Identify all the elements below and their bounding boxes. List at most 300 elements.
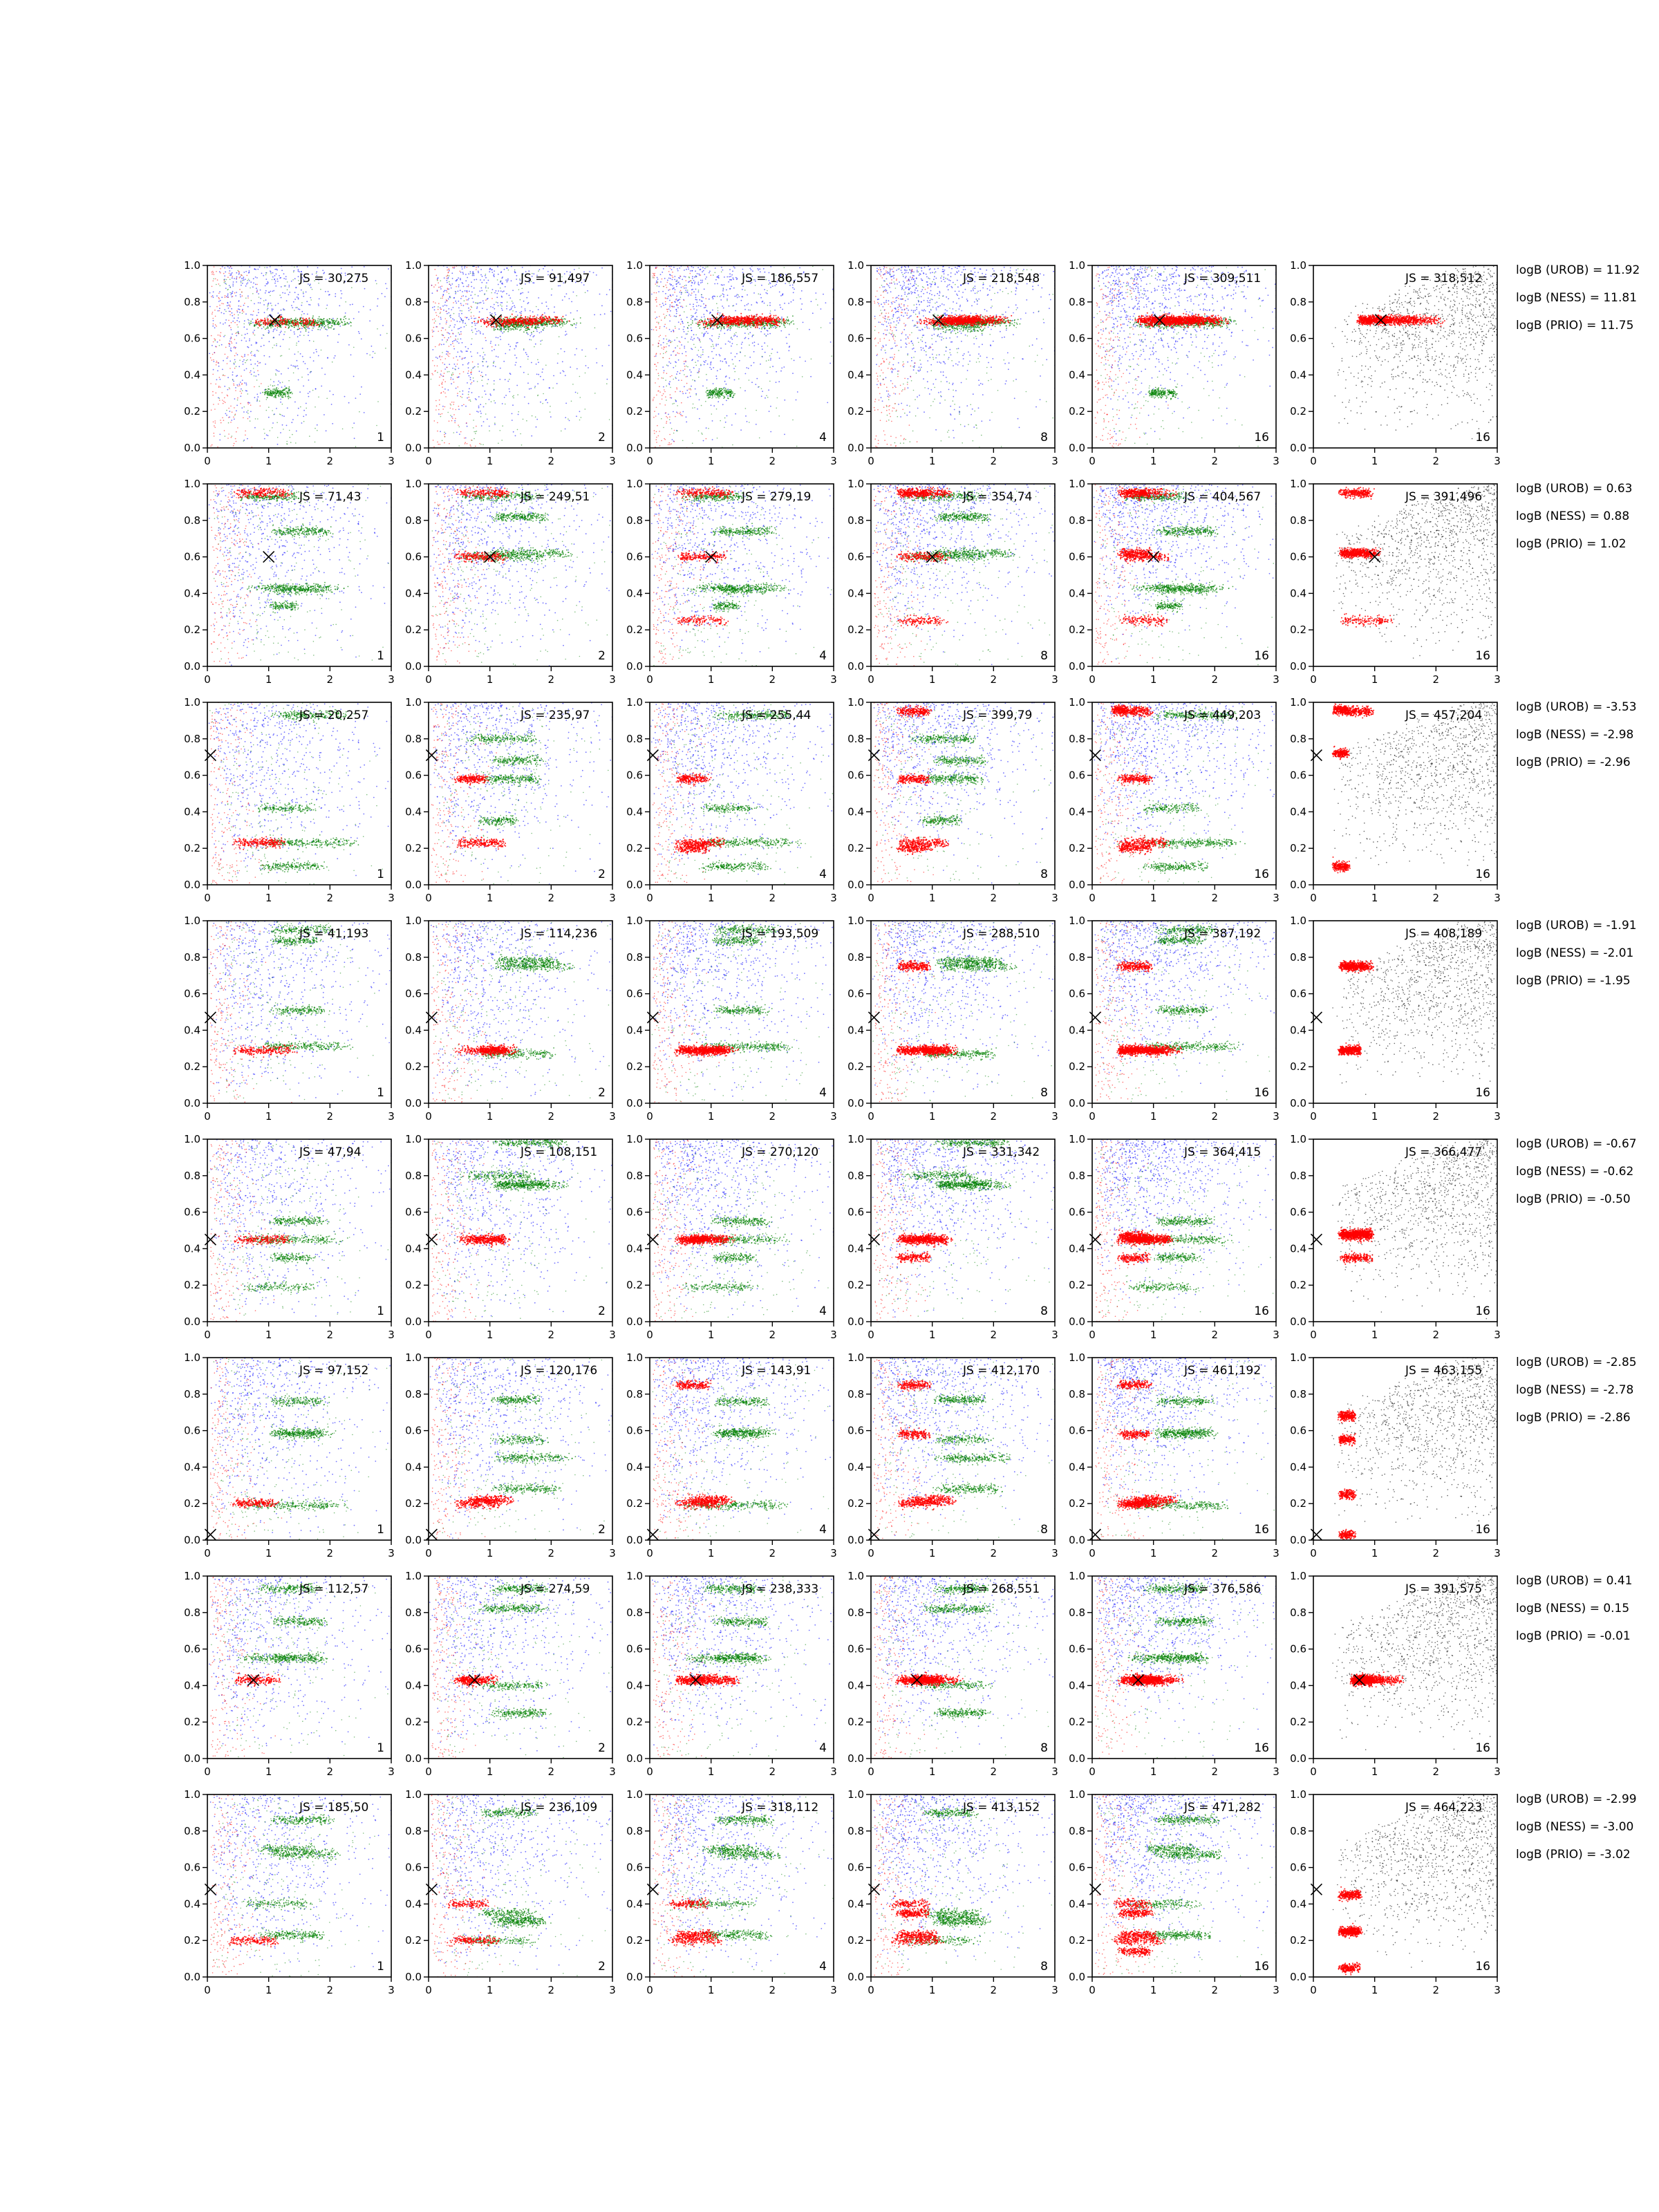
blue-point bbox=[478, 330, 480, 332]
green-point bbox=[523, 348, 525, 350]
blue-point bbox=[676, 286, 677, 288]
blue-point bbox=[713, 405, 715, 406]
blue-point bbox=[377, 306, 378, 307]
blue-point bbox=[671, 355, 672, 356]
blue-point bbox=[250, 359, 252, 361]
green-point bbox=[501, 440, 503, 441]
blue-point bbox=[236, 292, 237, 293]
green-point bbox=[517, 429, 518, 431]
blue-point bbox=[735, 356, 736, 357]
red-point bbox=[536, 322, 538, 324]
green-point bbox=[306, 330, 307, 332]
blue-point bbox=[479, 311, 480, 312]
blue-point bbox=[303, 296, 304, 297]
green-point bbox=[276, 390, 278, 391]
blue-point bbox=[527, 334, 529, 335]
blue-point bbox=[731, 274, 733, 276]
blue-point bbox=[448, 312, 449, 314]
blue-point bbox=[449, 325, 451, 326]
blue-point bbox=[505, 353, 506, 355]
blue-point bbox=[511, 266, 512, 268]
blue-point bbox=[516, 357, 517, 359]
green-point bbox=[449, 275, 450, 276]
blue-point bbox=[382, 325, 384, 326]
red-point bbox=[247, 355, 249, 356]
blue-point bbox=[225, 288, 227, 289]
blue-point bbox=[600, 314, 601, 315]
blue-point bbox=[321, 368, 323, 369]
red-point bbox=[434, 365, 435, 366]
blue-point bbox=[467, 364, 469, 365]
red-point bbox=[229, 343, 230, 344]
green-point bbox=[484, 294, 485, 295]
blue-point bbox=[678, 321, 679, 323]
blue-point bbox=[213, 297, 214, 298]
green-point bbox=[300, 406, 301, 408]
blue-point bbox=[672, 279, 673, 281]
red-point bbox=[465, 303, 467, 305]
green-point bbox=[250, 321, 252, 322]
blue-point bbox=[468, 319, 469, 320]
green-point bbox=[550, 411, 551, 413]
blue-point bbox=[339, 305, 340, 306]
blue-point bbox=[576, 348, 577, 350]
green-point bbox=[521, 444, 523, 446]
blue-point bbox=[247, 306, 249, 308]
red-point bbox=[512, 320, 513, 321]
blue-point bbox=[231, 268, 232, 269]
red-point bbox=[441, 330, 442, 331]
red-point bbox=[294, 325, 296, 326]
blue-point bbox=[333, 357, 335, 359]
red-point bbox=[478, 317, 480, 318]
green-point bbox=[509, 318, 510, 319]
green-point bbox=[324, 322, 325, 324]
blue-point bbox=[291, 281, 292, 282]
red-point bbox=[242, 383, 243, 384]
blue-point bbox=[287, 407, 288, 409]
red-point bbox=[213, 281, 214, 282]
blue-point bbox=[467, 286, 468, 288]
blue-point bbox=[665, 293, 666, 294]
blue-point bbox=[448, 332, 449, 334]
green-point bbox=[284, 285, 285, 287]
red-point bbox=[433, 327, 435, 328]
red-point bbox=[542, 319, 543, 320]
blue-point bbox=[265, 279, 267, 280]
red-point bbox=[440, 308, 442, 310]
blue-point bbox=[779, 304, 780, 306]
green-point bbox=[510, 329, 512, 330]
blue-point bbox=[292, 307, 293, 308]
blue-point bbox=[234, 364, 235, 365]
blue-point bbox=[471, 292, 473, 293]
blue-point bbox=[483, 406, 485, 408]
blue-point bbox=[686, 422, 687, 423]
blue-point bbox=[564, 296, 565, 297]
blue-point bbox=[315, 349, 317, 350]
green-point bbox=[270, 379, 272, 380]
blue-point bbox=[684, 386, 685, 388]
blue-point bbox=[236, 342, 237, 344]
green-point bbox=[543, 322, 545, 324]
red-point bbox=[493, 326, 494, 328]
green-point bbox=[336, 319, 337, 321]
blue-point bbox=[297, 266, 298, 268]
red-point bbox=[432, 330, 433, 331]
red-point bbox=[229, 325, 230, 326]
red-point bbox=[496, 326, 497, 328]
blue-point bbox=[308, 374, 309, 375]
green-point bbox=[321, 325, 322, 326]
blue-point bbox=[277, 444, 279, 445]
blue-point bbox=[385, 283, 386, 285]
blue-point bbox=[576, 324, 577, 326]
y-tick-label: 0.8 bbox=[184, 296, 200, 308]
blue-point bbox=[223, 336, 225, 337]
red-point bbox=[214, 338, 215, 339]
blue-point bbox=[303, 313, 305, 315]
green-point bbox=[478, 302, 479, 303]
red-point bbox=[453, 402, 455, 403]
blue-point bbox=[232, 312, 233, 314]
blue-point bbox=[673, 367, 674, 368]
red-point bbox=[212, 444, 213, 446]
red-point bbox=[222, 400, 223, 401]
red-point bbox=[283, 323, 285, 324]
red-point bbox=[234, 292, 236, 294]
blue-point bbox=[281, 270, 283, 271]
red-point bbox=[453, 357, 454, 359]
blue-point bbox=[310, 297, 311, 299]
green-point bbox=[319, 319, 321, 320]
blue-point bbox=[690, 270, 691, 272]
red-point bbox=[256, 291, 258, 292]
blue-point bbox=[250, 411, 252, 412]
red-point bbox=[470, 309, 471, 310]
blue-point bbox=[664, 326, 665, 328]
blue-point bbox=[740, 429, 742, 431]
red-point bbox=[496, 325, 498, 326]
blue-point bbox=[232, 292, 233, 294]
green-point bbox=[264, 394, 265, 395]
blue-point bbox=[444, 364, 445, 365]
blue-point bbox=[768, 389, 769, 391]
blue-point bbox=[301, 290, 302, 291]
blue-point bbox=[751, 269, 752, 270]
blue-point bbox=[821, 308, 822, 310]
blue-point bbox=[565, 429, 566, 430]
red-point bbox=[534, 321, 536, 322]
blue-point bbox=[261, 337, 263, 339]
green-point bbox=[552, 326, 554, 327]
red-point bbox=[448, 356, 449, 357]
red-point bbox=[279, 316, 281, 317]
blue-point bbox=[462, 295, 464, 297]
green-point bbox=[476, 431, 478, 432]
blue-point bbox=[495, 314, 496, 315]
red-point bbox=[234, 407, 235, 409]
red-point bbox=[285, 326, 286, 328]
blue-point bbox=[288, 286, 290, 288]
red-point bbox=[522, 322, 523, 324]
blue-point bbox=[459, 321, 460, 323]
blue-point bbox=[245, 285, 247, 287]
red-point bbox=[312, 320, 314, 321]
green-point bbox=[341, 321, 342, 323]
blue-point bbox=[788, 350, 789, 351]
blue-point bbox=[243, 279, 245, 281]
blue-point bbox=[722, 361, 723, 362]
blue-point bbox=[298, 269, 299, 270]
blue-point bbox=[213, 361, 214, 362]
blue-point bbox=[753, 351, 755, 353]
blue-point bbox=[495, 402, 496, 404]
green-point bbox=[331, 326, 332, 327]
blue-point bbox=[511, 308, 512, 309]
blue-point bbox=[480, 411, 481, 412]
red-point bbox=[235, 390, 236, 391]
blue-point bbox=[275, 305, 276, 306]
blue-point bbox=[512, 306, 513, 308]
green-point bbox=[524, 327, 525, 328]
blue-point bbox=[494, 424, 496, 425]
blue-point bbox=[384, 296, 386, 297]
green-point bbox=[332, 319, 334, 321]
blue-point bbox=[298, 308, 299, 310]
green-point bbox=[519, 330, 521, 331]
blue-point bbox=[769, 302, 771, 303]
blue-point bbox=[668, 278, 670, 279]
green-point bbox=[276, 387, 277, 388]
green-point bbox=[547, 324, 548, 326]
blue-point bbox=[292, 366, 294, 367]
red-point bbox=[453, 404, 454, 405]
green-point bbox=[556, 326, 558, 327]
blue-point bbox=[286, 425, 288, 427]
red-point bbox=[455, 339, 456, 340]
blue-point bbox=[462, 268, 463, 270]
red-point bbox=[269, 322, 270, 324]
blue-point bbox=[245, 334, 246, 335]
green-point bbox=[226, 283, 227, 285]
red-point bbox=[261, 383, 262, 384]
blue-point bbox=[706, 310, 708, 312]
blue-point bbox=[756, 301, 758, 303]
blue-point bbox=[440, 288, 442, 290]
green-point bbox=[562, 326, 563, 327]
green-point bbox=[482, 362, 484, 363]
green-point bbox=[703, 327, 704, 328]
blue-point bbox=[697, 337, 699, 339]
green-point bbox=[585, 292, 586, 293]
blue-point bbox=[460, 317, 461, 319]
red-point bbox=[257, 371, 259, 372]
green-point bbox=[473, 377, 474, 379]
green-point bbox=[527, 374, 529, 375]
blue-point bbox=[742, 289, 743, 290]
blue-point bbox=[458, 328, 459, 330]
blue-point bbox=[297, 415, 299, 416]
blue-point bbox=[432, 292, 433, 294]
green-point bbox=[219, 397, 221, 399]
blue-point bbox=[475, 398, 476, 400]
blue-point bbox=[496, 297, 498, 298]
blue-point bbox=[322, 270, 324, 271]
green-point bbox=[334, 322, 335, 324]
red-point bbox=[225, 402, 226, 403]
blue-point bbox=[787, 343, 788, 344]
blue-point bbox=[779, 292, 780, 293]
blue-point bbox=[352, 303, 353, 305]
red-point bbox=[223, 403, 224, 404]
red-point bbox=[442, 296, 444, 297]
blue-point bbox=[260, 393, 261, 394]
red-point bbox=[228, 408, 229, 409]
blue-point bbox=[710, 364, 711, 366]
blue-point bbox=[251, 374, 252, 375]
blue-point bbox=[700, 269, 702, 270]
blue-point bbox=[238, 306, 240, 307]
green-point bbox=[288, 396, 289, 397]
green-point bbox=[251, 300, 252, 301]
red-point bbox=[485, 299, 487, 301]
blue-point bbox=[238, 274, 240, 275]
red-point bbox=[220, 420, 221, 421]
blue-point bbox=[498, 337, 499, 339]
blue-point bbox=[720, 312, 721, 314]
blue-point bbox=[472, 298, 474, 299]
green-point bbox=[572, 384, 574, 385]
blue-point bbox=[281, 330, 282, 332]
red-point bbox=[281, 319, 283, 321]
red-point bbox=[295, 320, 297, 321]
blue-point bbox=[702, 354, 704, 355]
green-point bbox=[313, 341, 315, 342]
blue-point bbox=[281, 386, 283, 388]
blue-point bbox=[521, 306, 523, 308]
red-point bbox=[292, 320, 294, 321]
red-point bbox=[532, 318, 534, 319]
blue-point bbox=[727, 415, 728, 417]
red-point bbox=[222, 418, 223, 419]
blue-point bbox=[516, 345, 517, 346]
y-tick-label: 0.0 bbox=[405, 442, 422, 454]
blue-point bbox=[298, 408, 299, 409]
green-point bbox=[268, 304, 269, 306]
green-point bbox=[344, 317, 345, 318]
red-point bbox=[264, 318, 265, 319]
red-point bbox=[216, 271, 217, 272]
green-point bbox=[336, 324, 337, 325]
blue-point bbox=[529, 335, 531, 337]
blue-point bbox=[235, 295, 236, 297]
blue-point bbox=[490, 343, 491, 344]
blue-point bbox=[303, 410, 305, 411]
red-point bbox=[525, 317, 526, 318]
blue-point bbox=[681, 319, 682, 320]
blue-point bbox=[760, 294, 761, 295]
blue-point bbox=[724, 276, 725, 278]
blue-point bbox=[764, 303, 765, 304]
blue-point bbox=[459, 328, 460, 329]
scatter-points bbox=[431, 265, 613, 448]
blue-point bbox=[245, 271, 247, 272]
blue-point bbox=[285, 276, 287, 277]
blue-point bbox=[277, 281, 279, 282]
subplot-r1-c2 bbox=[405, 259, 616, 467]
red-point bbox=[520, 321, 521, 323]
red-point bbox=[218, 404, 219, 405]
green-point bbox=[232, 435, 233, 437]
blue-point bbox=[478, 406, 480, 407]
green-point bbox=[541, 340, 543, 341]
blue-point bbox=[733, 335, 735, 337]
blue-point bbox=[780, 371, 782, 372]
red-point bbox=[223, 375, 224, 376]
green-point bbox=[738, 326, 739, 328]
red-point bbox=[442, 409, 444, 410]
red-point bbox=[312, 326, 314, 327]
blue-point bbox=[308, 304, 310, 306]
red-point bbox=[213, 341, 214, 343]
blue-point bbox=[309, 391, 310, 393]
blue-point bbox=[282, 424, 283, 426]
green-point bbox=[246, 360, 247, 362]
blue-point bbox=[729, 341, 731, 343]
blue-point bbox=[679, 391, 681, 392]
red-point bbox=[223, 420, 225, 421]
blue-point bbox=[500, 336, 501, 337]
red-point bbox=[532, 319, 534, 321]
blue-point bbox=[735, 413, 736, 415]
red-point bbox=[308, 322, 309, 324]
blue-point bbox=[236, 320, 238, 321]
blue-point bbox=[673, 306, 675, 308]
blue-point bbox=[769, 305, 771, 306]
red-point bbox=[513, 326, 514, 327]
blue-point bbox=[272, 310, 273, 312]
green-point bbox=[272, 427, 273, 429]
red-point bbox=[444, 381, 446, 382]
green-point bbox=[298, 326, 299, 328]
green-point bbox=[438, 306, 439, 308]
y-tick-label: 0.2 bbox=[405, 405, 422, 418]
blue-point bbox=[318, 303, 319, 305]
red-point bbox=[223, 273, 225, 274]
blue-point bbox=[250, 371, 252, 372]
blue-point bbox=[216, 295, 218, 297]
blue-point bbox=[220, 300, 221, 301]
blue-point bbox=[468, 391, 469, 393]
green-point bbox=[267, 393, 268, 394]
blue-point bbox=[274, 283, 276, 284]
blue-point bbox=[704, 268, 706, 270]
green-point bbox=[376, 425, 377, 427]
blue-point bbox=[456, 339, 457, 341]
red-point bbox=[216, 362, 217, 364]
green-point bbox=[345, 301, 346, 303]
green-point bbox=[527, 359, 529, 360]
blue-point bbox=[675, 378, 677, 379]
blue-point bbox=[264, 438, 265, 440]
blue-point bbox=[696, 316, 697, 317]
green-point bbox=[317, 322, 319, 324]
blue-point bbox=[471, 330, 473, 331]
blue-point bbox=[609, 289, 610, 290]
green-point bbox=[303, 421, 305, 422]
blue-point bbox=[695, 313, 696, 315]
